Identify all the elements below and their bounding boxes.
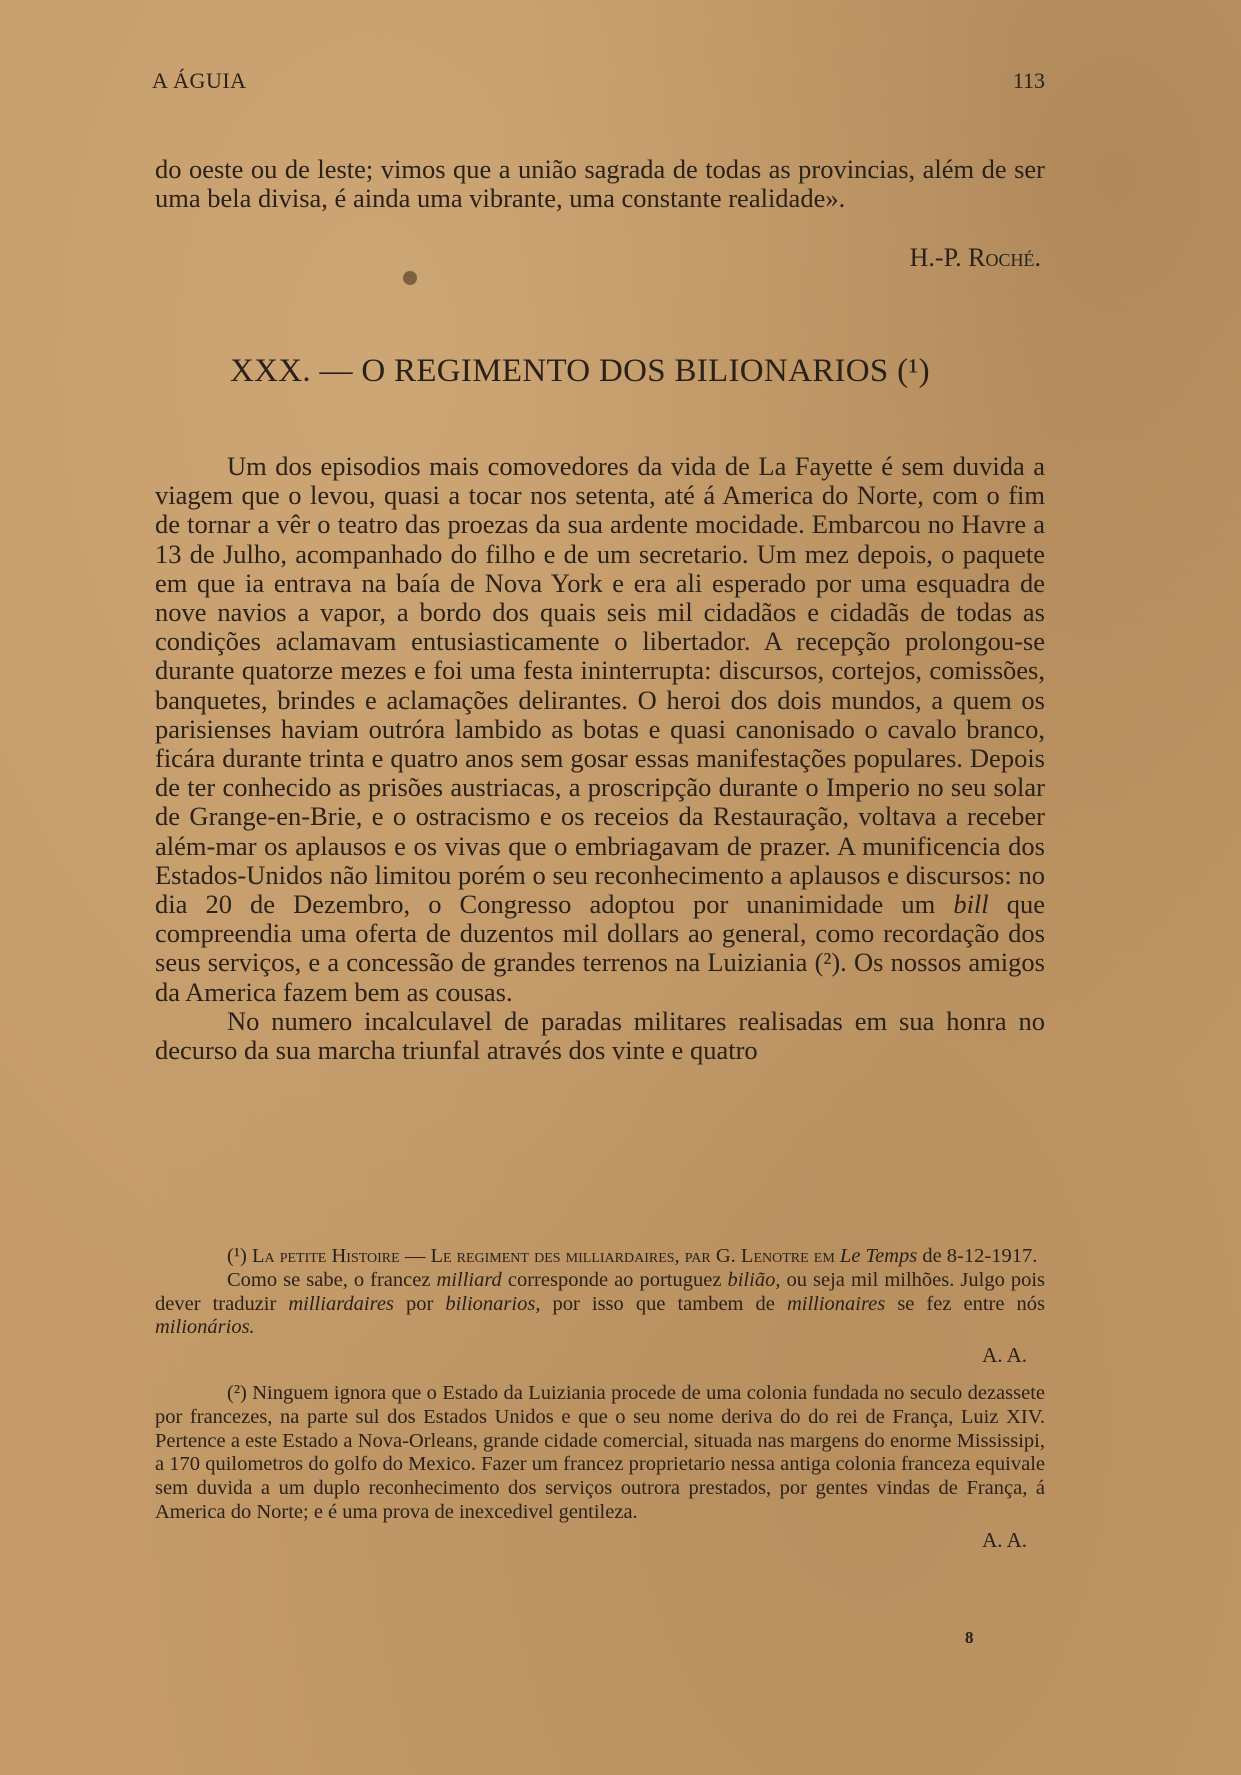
footnote-marker: (¹) [227,1245,247,1267]
footnote-1-initials: A. A. [982,1343,1027,1368]
italic-term: milliardaires [288,1292,394,1315]
footnote-source: La petite Histoire — Le regiment des milliardaires, par G. Lenotre em [251,1245,835,1267]
footnote-text: Como se sabe, o francez [227,1268,431,1291]
footnote-source-date: de 8-12-1917. [922,1245,1038,1267]
footnote-1-explanation [155,1269,1045,1340]
footnote-text: por [405,1292,434,1315]
footnote-1 [155,1245,1045,1269]
footnote-marker: (²) [227,1381,247,1404]
italic-term: bilião, [727,1268,781,1291]
main-text [155,452,1045,1065]
footnote-text: se fez entre nós [897,1292,1045,1315]
italic-term: bill [953,889,989,920]
footnote-2 [155,1382,1045,1525]
chapter-heading: XXX. — O REGIMENTO DOS BILIONARIOS (¹) [230,353,930,389]
page-number: 113 [1012,68,1045,93]
intro-paragraph: do oeste ou de leste; vimos que a união sagrada de todas as provincias, além de ser uma bela divisa, é ainda uma vibrante, uma constante realidade». [155,154,1045,214]
running-head [150,68,1055,108]
italic-term: bilionarios, [445,1292,541,1315]
sheet-marker: 8 [965,1628,974,1647]
italic-term: milionários. [155,1316,255,1339]
footnote-text: ou seja mil milhões. Julgo pois dever traduzir [155,1268,1046,1315]
body-paragraph [155,452,1045,1007]
body-paragraph-text: Um dos episodios mais comovedores da vida de La Fayette é sem duvida a viagem que o levou, quasi a tocar nos setenta, até á America do Norte, com o fim de tornar a vêr o teatro das proezas da sua ardente mocidade. Embarcou no Havre a 13 de Julho, acompanhado do filho e de um secretario. Um mez depois, o paquete em que ia entrava na baía de Nova York e era ali esperado por uma esquadra de nove navios a vapor, a bordo dos quais seis mil cidadãos e cidadãs de todas as condições aclamavam entusiasticamente o libertador. A recepção prolongou-se durante quatorze mezes e foi uma festa ininterrupta: discursos, cortejos, comissões, banquetes, brindes e aclamações delirantes. O heroi dos dois mundos, a quem os parisienses haviam outróra lambido as botas e quasi canonisado o cavalo branco, ficára durante trinta e quatro anos sem gosar essas manifestações populares. Depois de ter conhecido as prisões austriacas, a proscripção durante o Imperio no seu solar de Grange-en-Brie, e o ostracismo e os receios da Restauração, voltava a receber além-mar os aplausos e os vivas que o embriagavam de prazer. A munificencia dos Estados-Unidos não limitou porém o seu reconhecimento a aplausos e discursos: no dia 20 de Dezembro, o Congresso adoptou por unanimidade um [155,451,1045,920]
signature: H.-P. Roché. [909,243,1041,272]
ink-blot [403,271,417,285]
body-paragraph-text: que compreendia uma oferta de duzentos mil dollars ao general, como recordação dos seus serviços, e a concessão de grandes terrenos na Luiziania (²). Os nossos amigos da America fazem bem as cousas. [155,889,1046,1007]
italic-term: milliard [436,1268,502,1291]
footnotes [155,1245,1045,1567]
footnote-text: corresponde ao portuguez [507,1268,722,1291]
footnote-source-paper: Le Temps [839,1245,918,1267]
italic-term: millionaires [786,1292,886,1315]
footnote-text: por isso que tambem de [552,1292,775,1315]
footnote-2-initials: A. A. [982,1527,1027,1552]
footnote-text: Ninguem ignora que o Estado da Luiziania procede de uma colonia fundada no seculo dezassete por francezes, na parte sul dos Estados Unidos e que o seu nome deriva do do rei de França, Luiz XIV. Pertence a este Estado a Nova-Orleans, grande cidade comercial, situada nas margens do enorme Mississipi, a 170 quilometros do golfo do Mexico. Fazer um francez proprietario nessa antiga colonia franceza equivale sem duvida a um duplo reconhecimento dos serviços outrora prestados, por gentes vindas de França, á America do Norte; e é uma prova de inexcedivel gentileza. [155,1381,1045,1523]
running-title: A ÁGUIA [152,68,247,93]
body-paragraph: No numero incalculavel de paradas militares realisadas em sua honra no decurso da sua marcha triunfal através dos vinte e quatro [155,1005,1045,1066]
intro-paragraph-block [155,155,1045,213]
